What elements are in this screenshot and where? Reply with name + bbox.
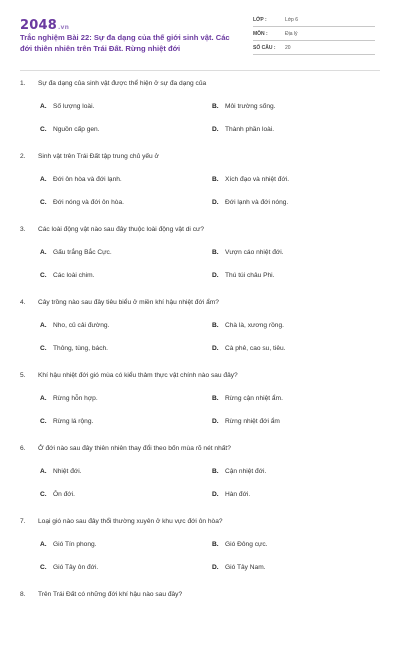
option-text: Gió Tây Nam.: [225, 564, 266, 571]
option-letter: D.: [212, 126, 219, 133]
page-title: Trắc nghiệm Bài 22: Sự đa dạng của thế giới sinh vật. Các đới thiên nhiên trên Trái Đất. Rừng nhiệt đới: [20, 33, 230, 53]
option-a[interactable]: [40, 541, 97, 548]
option-text: Rừng hỗn hợp.: [53, 395, 98, 402]
question-item: [0, 445, 400, 518]
option-c[interactable]: [40, 418, 93, 425]
option-b[interactable]: [212, 176, 289, 183]
meta-row-grade: [253, 13, 375, 27]
question-text: [20, 299, 380, 306]
option-text: Các loài chim.: [53, 272, 95, 279]
page-header: [0, 0, 400, 70]
option-text: Vượn cáo nhiệt đới.: [225, 249, 284, 256]
logo-main: 2048: [20, 18, 57, 33]
option-text: Thú túi châu Phi.: [225, 272, 275, 279]
question-stem: Sự đa dạng của sinh vật được thể hiện ở sự đa dạng của: [38, 80, 207, 87]
option-letter: D.: [212, 564, 219, 571]
option-text: Nguồn cấp gen.: [53, 126, 100, 133]
question-text: [20, 226, 380, 233]
option-text: Rừng lá rộng.: [53, 418, 94, 425]
option-letter: A.: [40, 322, 47, 329]
question-stem: Trên Trái Đất có những đới khí hậu nào sau đây?: [38, 591, 183, 598]
option-text: Gió Tín phong.: [53, 541, 97, 548]
option-letter: C.: [40, 199, 47, 206]
logo-suffix: .vn: [57, 24, 70, 31]
option-text: Số lượng loài.: [53, 103, 95, 110]
question-number: 6.: [20, 445, 26, 452]
option-text: Rừng nhiệt đới ẩm: [225, 418, 280, 425]
option-c[interactable]: [40, 272, 94, 279]
option-d[interactable]: [212, 564, 266, 571]
option-text: Đới lạnh và đới nóng.: [225, 199, 289, 206]
option-text: Nhiệt đới.: [53, 468, 82, 475]
option-letter: D.: [212, 491, 219, 498]
option-text: Nho, củ cải đường.: [53, 322, 110, 329]
option-d[interactable]: [212, 126, 274, 133]
meta-row-subject: [253, 27, 375, 41]
option-letter: B.: [212, 176, 219, 183]
option-letter: B.: [212, 322, 219, 329]
meta-key: LỚP :: [253, 16, 267, 23]
option-letter: A.: [40, 249, 47, 256]
question-number: 3.: [20, 226, 26, 233]
question-text: [20, 445, 380, 452]
question-text: [20, 372, 380, 379]
question-text: [20, 153, 380, 160]
option-c[interactable]: [40, 199, 124, 206]
question-item: [0, 591, 400, 664]
option-a[interactable]: [40, 322, 109, 329]
question-item: [0, 153, 400, 226]
option-d[interactable]: [212, 199, 288, 206]
option-letter: C.: [40, 345, 47, 352]
question-text: [20, 591, 380, 598]
option-text: Rừng cận nhiệt ẩm.: [225, 395, 283, 402]
option-text: Đới ôn hòa và đới lạnh.: [53, 176, 122, 183]
option-letter: D.: [212, 345, 219, 352]
option-letter: C.: [40, 491, 47, 498]
meta-value: 20: [285, 44, 291, 51]
question-item: [0, 518, 400, 591]
question-text: [20, 518, 380, 525]
question-number: 4.: [20, 299, 26, 306]
option-b[interactable]: [212, 103, 276, 110]
question-number: 2.: [20, 153, 26, 160]
option-text: Ôn đới.: [53, 491, 75, 498]
option-b[interactable]: [212, 249, 284, 256]
question-stem: Sinh vật trên Trái Đất tập trung chủ yếu ở: [38, 153, 159, 160]
option-letter: A.: [40, 103, 47, 110]
option-text: Gió Tây ôn đới.: [53, 564, 99, 571]
option-d[interactable]: [212, 345, 285, 352]
option-letter: C.: [40, 272, 47, 279]
option-text: Hàn đới.: [225, 491, 251, 498]
option-d[interactable]: [212, 272, 274, 279]
meta-value: Địa lý: [285, 30, 298, 37]
option-c[interactable]: [40, 564, 98, 571]
option-c[interactable]: [40, 126, 100, 133]
question-number: 5.: [20, 372, 26, 379]
option-letter: C.: [40, 564, 47, 571]
option-letter: C.: [40, 418, 47, 425]
option-letter: A.: [40, 395, 47, 402]
quiz-meta: [253, 13, 375, 55]
option-text: Gấu trắng Bắc Cực.: [53, 249, 112, 256]
question-number: 1.: [20, 80, 26, 87]
option-text: Gió Đông cực.: [225, 541, 268, 548]
question-item: [0, 372, 400, 445]
option-text: Xích đạo và nhiệt đới.: [225, 176, 290, 183]
question-stem: Cây trồng nào sau đây tiêu biểu ở miền khí hậu nhiệt đới ẩm?: [38, 299, 219, 306]
option-a[interactable]: [40, 103, 94, 110]
question-number: 8.: [20, 591, 26, 598]
option-text: Thông, tùng, bách.: [53, 345, 108, 352]
option-letter: D.: [212, 418, 219, 425]
option-b[interactable]: [212, 395, 283, 402]
question-text: [20, 80, 380, 87]
option-b[interactable]: [212, 468, 266, 475]
question-stem: Khí hậu nhiệt đới gió mùa có kiểu thảm thực vật chính nào sau đây?: [38, 372, 238, 379]
option-text: Môi trường sống.: [225, 103, 276, 110]
question-stem: Các loài động vật nào sau đây thuộc loài động vật di cư?: [38, 226, 205, 233]
option-a[interactable]: [40, 468, 82, 475]
option-letter: C.: [40, 126, 47, 133]
header-divider: [20, 70, 380, 71]
option-letter: B.: [212, 103, 219, 110]
question-list: [0, 80, 400, 664]
site-logo[interactable]: [20, 18, 69, 33]
question-stem: Loại gió nào sau đây thổi thường xuyên ở khu vực đới ôn hòa?: [38, 518, 223, 525]
question-item: [0, 80, 400, 153]
meta-key: MÔN :: [253, 30, 268, 37]
option-letter: B.: [212, 468, 219, 475]
option-text: Chà là, xương rồng.: [225, 322, 284, 329]
option-letter: B.: [212, 249, 219, 256]
option-c[interactable]: [40, 345, 108, 352]
option-text: Cà phê, cao su, tiêu.: [225, 345, 286, 352]
option-text: Cận nhiệt đới.: [225, 468, 267, 475]
option-a[interactable]: [40, 176, 122, 183]
question-item: [0, 299, 400, 372]
meta-value: Lớp 6: [285, 16, 299, 23]
option-letter: A.: [40, 468, 47, 475]
option-letter: A.: [40, 176, 47, 183]
option-a[interactable]: [40, 395, 98, 402]
option-text: Thành phần loài.: [225, 126, 275, 133]
option-letter: D.: [212, 199, 219, 206]
question-item: [0, 226, 400, 299]
option-letter: D.: [212, 272, 219, 279]
option-b[interactable]: [212, 322, 284, 329]
option-text: Đới nóng và đới ôn hòa.: [53, 199, 124, 206]
question-stem: Ở đới nào sau đây thiên nhiên thay đổi theo bốn mùa rõ nét nhất?: [38, 445, 231, 452]
option-b[interactable]: [212, 541, 268, 548]
question-number: 7.: [20, 518, 26, 525]
option-c[interactable]: [40, 491, 75, 498]
meta-key: SỐ CÂU :: [253, 44, 276, 51]
option-letter: B.: [212, 395, 219, 402]
option-letter: A.: [40, 541, 47, 548]
option-a[interactable]: [40, 249, 112, 256]
option-letter: B.: [212, 541, 219, 548]
meta-row-count: [253, 41, 375, 55]
option-d[interactable]: [212, 491, 250, 498]
option-d[interactable]: [212, 418, 280, 425]
